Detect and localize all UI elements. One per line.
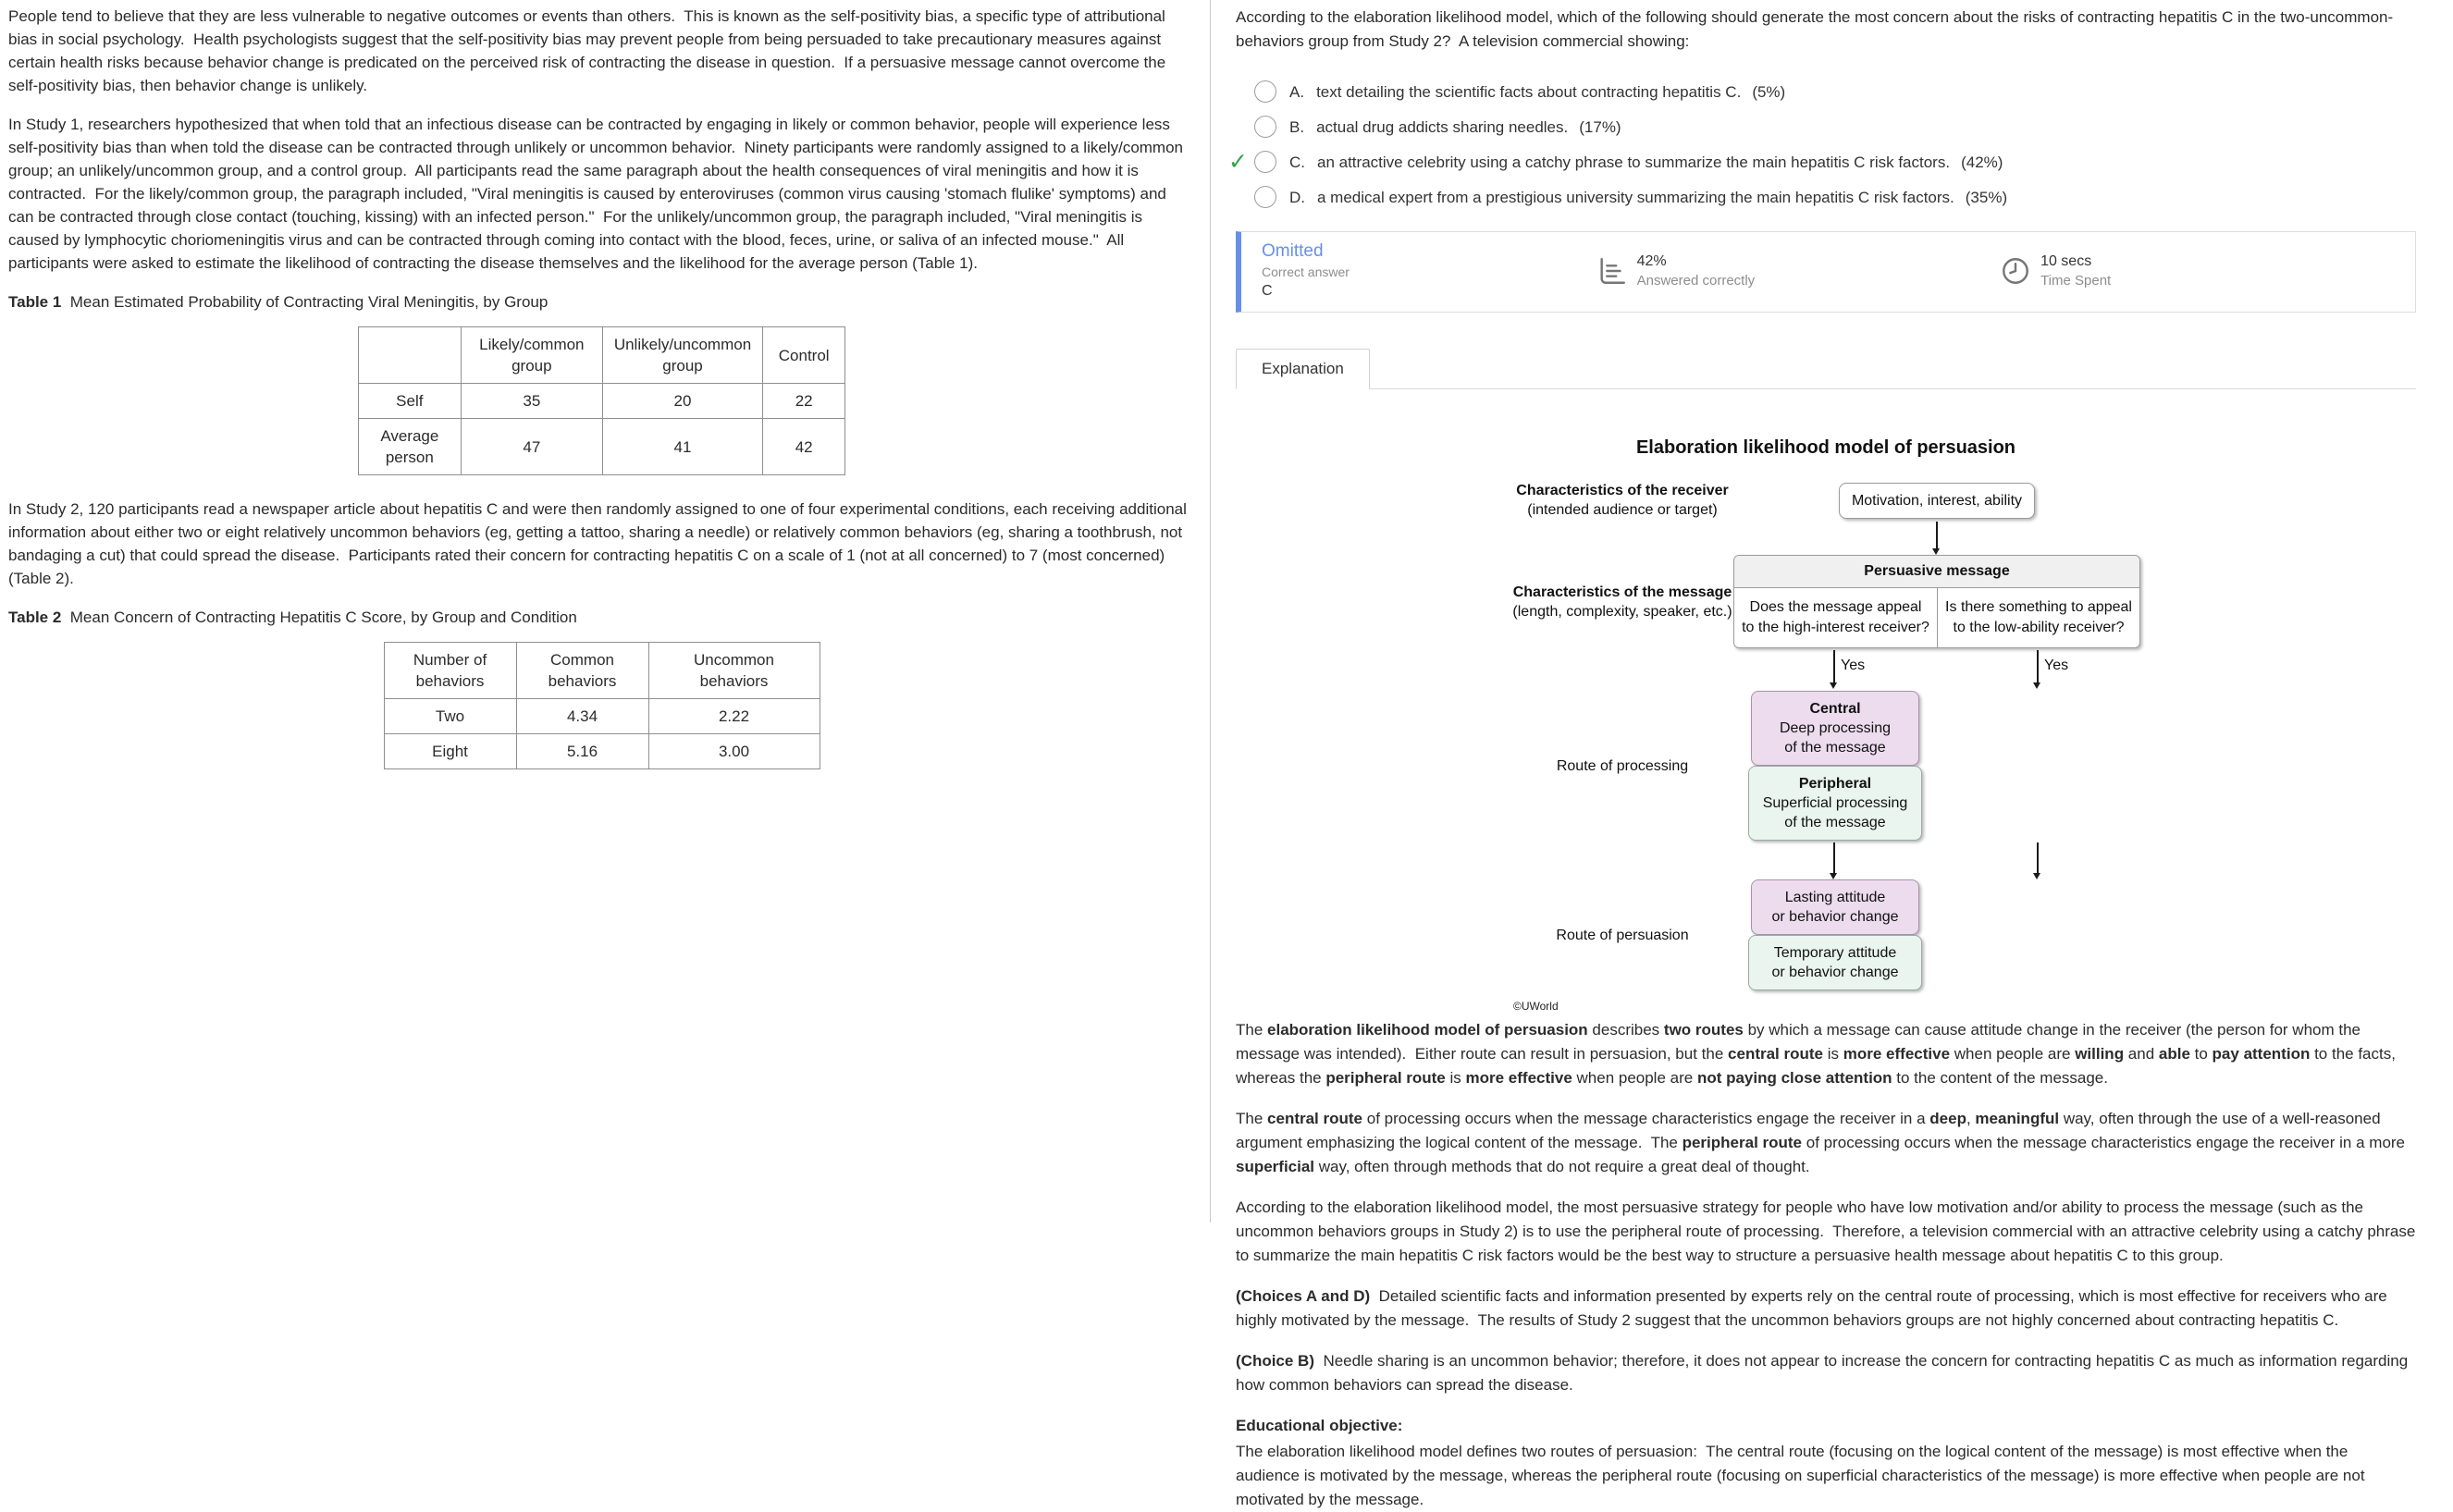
central-desc-1: Deep processing (1779, 720, 1892, 736)
passage-paragraph-3: In Study 2, 120 participants read a newspaper article about hepatitis C and were then randomly assigned to one of four experimental conditions, each receiving additional information about either two or eight relatively uncommon behaviors (eg, getting a tattoo, sharing a needle) or relatively common behaviors (eg, sharing a toothbrush, not bandaging a cut) that could spread the disease. Participants rated their concern for contracting hepatitis C on a scale of 1 (not at all concerned) to 7 (most concerned) (Table 2). (8, 500, 1191, 587)
choice-b[interactable] (1236, 115, 2416, 141)
table-2-cell: 4.34 (516, 699, 648, 734)
lasting-change-box (1751, 879, 1919, 935)
peripheral-route-box (1748, 766, 1922, 841)
table-2-header-number: Number of behaviors (384, 643, 516, 699)
time-value: 10 secs (2040, 252, 2092, 269)
central-route-box (1751, 691, 1919, 766)
question-panel (1211, 0, 2453, 1508)
processing-boxes (1733, 691, 2140, 841)
down-arrow-icon (1833, 842, 1835, 874)
time-spent-stat (2000, 240, 2111, 301)
time-label: Time Spent (2040, 272, 2112, 289)
persuasive-message-header: Persuasive message (1734, 556, 2139, 588)
table-1-cell: 41 (602, 419, 762, 475)
table-1-corner-cell (358, 327, 461, 384)
table-1-header-unlikely: Unlikely/uncommon group (602, 327, 762, 384)
explanation-choice-b: (Choice B) Needle sharing is an uncommon behavior; therefore, it does not appear to increase the concern for contracting hepatitis C as much as information regarding how common behaviors can spread the disease. (1236, 1352, 2412, 1394)
down-arrow-icon (2037, 842, 2039, 874)
check-icon: ✓ (1228, 149, 1248, 175)
table-1-cell: 42 (763, 419, 845, 475)
table-1-cell: 35 (461, 384, 602, 419)
choice-letter: C. (1289, 154, 1305, 171)
table-2-cell: 3.00 (648, 734, 820, 769)
persuasion-boxes (1733, 879, 2140, 990)
passage-paragraph-1: People tend to believe that they are less vulnerable to negative outcomes or events than others. This is known as the self-positivity bias, a specific type of attributional bias in social psychology. Health psychologists suggest that the self-positivity bias may prevent people from being persuaded to take precautionary measures against certain health risks because behavior change is predicated on the perceived risk of contracting the disease in question. If a persuasive message cannot overcome the self-positivity bias, then behavior change is unlikely. (8, 7, 1170, 94)
table-2-row-label: Two (384, 699, 516, 734)
tab-explanation[interactable]: Explanation (1236, 349, 1370, 389)
choice-percent: (35%) (1965, 189, 2008, 206)
answered-correctly-text (1637, 252, 1756, 290)
down-arrow-icon (1936, 522, 1938, 549)
answered-correctly-stat (1596, 240, 2000, 301)
result-status-block (1262, 240, 1596, 301)
correct-answer-value: C (1262, 283, 1273, 299)
persuasive-message-cells (1734, 588, 2139, 647)
diagram-persuasion-row (1511, 879, 2140, 990)
passage-paragraph-2: In Study 1, researchers hypothesized that when told that an infectious disease can be contracted by engaging in likely or common behavior, people will experience less self-positivity bias than when told the disease can be contracted through unlikely or uncommon behavior. Ninety participants were randomly assigned to a likely/common group; an unlikely/uncommon group, and a control group. All participants read the same paragraph about the health consequences of viral meningitis and how it is contracted. For the likely/common group, the paragraph included, "Viral meningitis is caused by enteroviruses (common virus causing 'stomach flulike' symptoms) and can be contracted through close contact (touching, kissing) with an infected person." For the unlikely/uncommon group, the paragraph included, "Viral meningitis is caused by lymphocytic choriomeningitis virus and can be contracted through coming into contact with the blood, feces, urine, or saliva of an infected mouse." All participants were asked to estimate the likelihood of contracting the disease themselves and the likelihood for the average person (Table 1). (8, 116, 1188, 272)
radio-button[interactable] (1254, 186, 1276, 208)
radio-button[interactable] (1254, 116, 1276, 138)
temporary-change-box (1748, 935, 1922, 990)
answered-pct: 42% (1636, 252, 1667, 269)
message-label (1511, 583, 1733, 621)
peripheral-box-wrap (1733, 766, 1937, 841)
table-2-cell: 5.16 (516, 734, 648, 769)
diagram-title: Elaboration likelihood model of persuasion (1635, 437, 2016, 458)
yes-label-left: Yes (1841, 658, 1866, 673)
choice-percent: (42%) (1961, 154, 2003, 171)
table-1 (358, 326, 845, 475)
central-desc-2: of the message (1784, 740, 1886, 756)
arrow-wrap (1733, 520, 2140, 555)
diagram-processing-row (1511, 691, 2140, 841)
correct-answer-label: Correct answer (1262, 264, 1350, 279)
table-1-row-label: Self (358, 384, 461, 419)
table-2-caption: Table 2 Mean Concern of Contracting Hepatitis C Score, by Group and Condition (8, 608, 577, 626)
clock-icon (2000, 255, 2031, 287)
table-row (358, 327, 844, 384)
choice-percent: (17%) (1579, 118, 1621, 136)
processing-label: Route of processing (1556, 757, 1689, 774)
lasting-line-1: Lasting attitude (1784, 890, 1886, 905)
message-label-sub: (length, complexity, speaker, etc.) (1512, 603, 1732, 620)
answer-choices (1228, 80, 2416, 211)
status-badge: Omitted (1262, 241, 1324, 261)
peripheral-desc-2: of the message (1784, 815, 1886, 830)
elm-diagram (1511, 437, 2140, 1013)
table-row (384, 643, 820, 699)
receiver-label-main: Characteristics of the receiver (1516, 483, 1729, 498)
down-arrow-icon (1833, 650, 1835, 683)
receiver-label-sub: (intended audience or target) (1527, 502, 1718, 518)
table-1-cell: 22 (763, 384, 845, 419)
table-1-header-control: Control (763, 327, 845, 384)
motivation-box: Motivation, interest, ability (1839, 483, 2035, 519)
uworld-credit: ©UWorld (1513, 1000, 1559, 1013)
table-1-caption: Table 1 Mean Estimated Probability of Contracting Viral Meningitis, by Group (8, 293, 549, 311)
choice-text: actual drug addicts sharing needles. (1316, 118, 1569, 136)
table-1-cell: 20 (602, 384, 762, 419)
peripheral-name: Peripheral (1798, 776, 1872, 792)
table-2-header-common: Common behaviors (516, 643, 648, 699)
table-row (358, 384, 844, 419)
choice-d[interactable] (1236, 185, 2416, 211)
yes-label-right: Yes (2044, 658, 2069, 673)
receiver-label (1511, 481, 1733, 520)
table-1-header-likely: Likely/common group (461, 327, 602, 384)
diagram-message-row (1511, 555, 2140, 648)
diagram-arrow-row-1 (1511, 520, 2140, 555)
persuasive-message-box (1733, 555, 2140, 648)
radio-button[interactable] (1254, 151, 1276, 173)
table-2-header-uncommon: Uncommon behaviors (648, 643, 820, 699)
choice-percent: (5%) (1752, 83, 1786, 101)
high-interest-question: Does the message appeal to the high-interest receiver? (1742, 599, 1929, 635)
table-1-row-label: Average person (358, 419, 461, 475)
question-stem: According to the elaboration likelihood model, which of the following should generate the most concern about the risks of contracting hepatitis C in the two-uncommon-behaviors group from Study 2? A television commercial showing: (1236, 8, 2394, 50)
low-ability-question: Is there something to appeal to the low-ability receiver? (1937, 588, 2139, 647)
diagram-receiver-row (1511, 481, 2140, 520)
table-2 (384, 642, 820, 769)
choice-c[interactable] (1228, 149, 2416, 176)
choice-letter: A. (1289, 83, 1305, 101)
peripheral-desc-1: Superficial processing (1762, 795, 1908, 811)
educational-objective-header: Educational objective: (1236, 1417, 1403, 1434)
tab-bar (1236, 348, 2416, 389)
passage-panel (0, 0, 1210, 1223)
motivation-box-wrap (1733, 483, 2140, 519)
choice-letter: D. (1289, 189, 1305, 206)
yes-arrows-wrap (1733, 648, 2140, 691)
bar-chart-icon (1596, 255, 1628, 287)
table-2-cell: 2.22 (648, 699, 820, 734)
central-name: Central (1809, 701, 1861, 717)
table-row (384, 734, 820, 769)
central-box-wrap (1733, 691, 1937, 766)
choice-text: a medical expert from a prestigious university summarizing the main hepatitis C risk factors. (1317, 189, 1954, 206)
down-arrow-icon (2037, 650, 2039, 683)
result-summary-bar (1236, 231, 2416, 313)
temporary-line-1: Temporary attitude (1773, 945, 1897, 961)
table-row (358, 419, 844, 475)
time-spent-text (2040, 252, 2111, 290)
lasting-line-2: or behavior change (1771, 909, 1899, 925)
choice-letter: B. (1289, 118, 1305, 136)
explanation-paragraph-1: The elaboration likelihood model of persuasion describes two routes by which a message can cause attitude change in the receiver (the person for whom the message was intended). Either route can result in persuasion, but the central route is more effective when people are willing and able to pay attention to the facts, whereas the peripheral route is more effective when people are not paying close attention to the content of the message. (1236, 1021, 2400, 1087)
choice-text: text detailing the scientific facts about contracting hepatitis C. (1316, 83, 1742, 101)
explanation-content (1236, 389, 2421, 1512)
diagram-arrow-row-2 (1511, 841, 2140, 879)
explanation-choices-a-d: (Choices A and D) Detailed scientific facts and information presented by experts rely on the central route of processing, which is most effective for receivers who are highly motivated by the message. The results of Study 2 suggest that the uncommon behaviors groups are not highly concerned about contracting hepatitis C. (1236, 1287, 2392, 1329)
choice-text: an attractive celebrity using a catchy phrase to summarize the main hepatitis C risk factors. (1317, 154, 1951, 171)
diagram-yes-row (1511, 648, 2140, 691)
table-2-row-label: Eight (384, 734, 516, 769)
table-1-cell: 47 (461, 419, 602, 475)
answered-label: Answered correctly (1636, 272, 1756, 289)
explanation-paragraph-3: According to the elaboration likelihood model, the most persuasive strategy for people who have low motivation and/or ability to process the message (such as the uncommon behaviors groups in Study 2) is to use the peripheral route of processing. Therefore, a television commercial with an attractive celebrity using a catchy phrase to summarize the main hepatitis C risk factors would be the best way to structure a persuasive health message about hepatitis C to this group. (1236, 1199, 2421, 1264)
lasting-box-wrap (1733, 879, 1937, 935)
persuasive-table-wrap (1733, 555, 2140, 648)
persuasion-label: Route of persuasion (1556, 927, 1689, 943)
radio-button[interactable] (1254, 80, 1276, 103)
table-row (384, 699, 820, 734)
arrows-wrap (1733, 841, 2140, 879)
temporary-box-wrap (1733, 935, 1937, 990)
temporary-line-2: or behavior change (1771, 965, 1899, 980)
message-label-main: Characteristics of the message (1512, 584, 1732, 600)
choice-a[interactable] (1236, 80, 2416, 105)
explanation-paragraph-2: The central route of processing occurs when the message characteristics engage the receiver in a deep, meaningful way, often through the use of a well-reasoned argument emphasizing the logical content of the message. The peripheral route of processing occurs when the message characteristics engage the receiver in a more superficial way, often through methods that do not require a great deal of thought. (1236, 1110, 2410, 1175)
educational-objective-body: The elaboration likelihood model defines two routes of persuasion: The central route (focusing on the logical content of the message) is most effective when the audience is motivated by the message, whereas the peripheral route (focusing on superficial characteristics of the message) is more effective when people are not motivated by the message. (1236, 1443, 2370, 1508)
